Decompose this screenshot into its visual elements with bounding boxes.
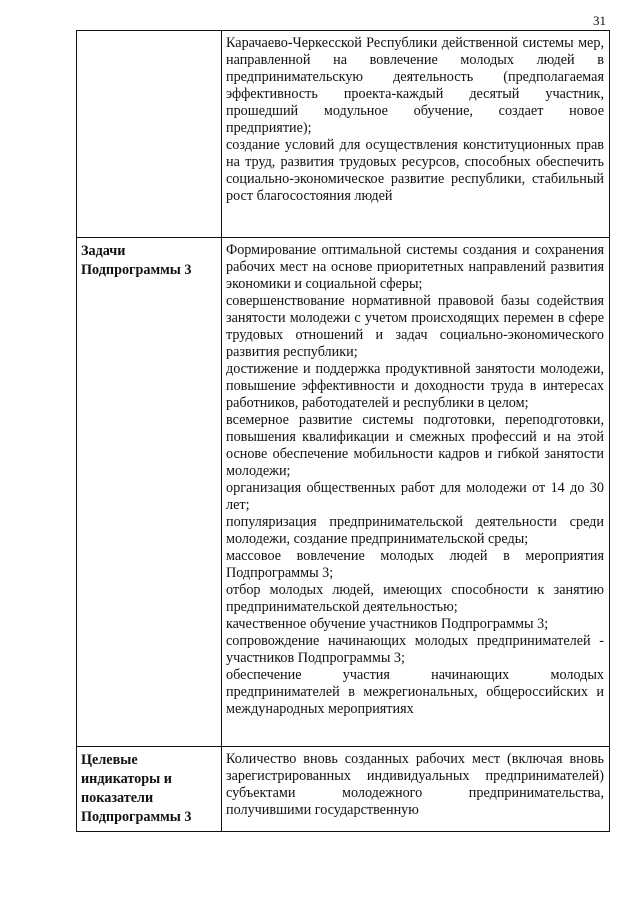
table-row-goals-continued — [77, 31, 610, 238]
page-number: 31 — [593, 13, 606, 28]
paragraph: организация общественных работ для молодежи от 14 до 30 лет; — [226, 480, 604, 513]
paragraph: всемерное развитие системы подготовки, переподготовки, повышения квалификации и смежных профессий и на этой основе обеспечение мобильности кадров и гибкой занятости молодежи; — [226, 412, 604, 479]
paragraph: совершенствование нормативной правовой базы содействия занятости молодежи с учетом происходящих перемен в сфере трудовых отношений и задач социально-экономического развития республики; — [226, 293, 604, 360]
paragraph: Формирование оптимальной системы создания и сохранения рабочих мест на основе приоритетных направлений развития экономики и социальной сферы; — [226, 242, 604, 292]
row-label-cell — [77, 31, 222, 238]
paragraph: достижение и поддержка продуктивной занятости молодежи, повышение эффективности и доходности труда в интересах работников, работодателей и республики в целом; — [226, 361, 604, 411]
row-label-line: Целевые — [81, 752, 138, 768]
row-label-line: показатели — [81, 790, 154, 806]
paragraph: отбор молодых людей, имеющих способности к занятию предпринимательской деятельностью; — [226, 582, 604, 615]
row-content-cell — [222, 747, 610, 832]
paragraph: Карачаево-Черкесской Республики действенной системы мер, направленной на вовлечение молодых людей в предпринимательскую деятельность (предполагаемая эффективность проекта-каждый десятый участник, прошедший модульное обучение, создает новое предприятие); — [226, 35, 604, 136]
table-row-tasks — [77, 238, 610, 747]
paragraph: сопровождение начинающих молодых предпринимателей - участников Подпрограммы 3; — [226, 633, 604, 666]
row-content-cell — [222, 31, 610, 238]
paragraph: создание условий для осуществления конституционных прав на труд, развития трудовых ресурсов, способных обеспечить социально-экономическое развитие республики, стабильный рост благосостояния людей — [226, 137, 604, 204]
paragraph: популяризация предпринимательской деятельности среди молодежи, создание предпринимательской среды; — [226, 514, 604, 547]
program-passport-table — [76, 30, 610, 832]
paragraph: качественное обучение участников Подпрограммы 3; — [226, 616, 549, 632]
paragraph: Количество вновь созданных рабочих мест (включая вновь зарегистрированных индивидуальных предпринимателей) субъектами молодежного предпринимательства, получившими государственную — [226, 751, 604, 818]
row-label-line: индикаторы и — [81, 771, 172, 787]
paragraph: массовое вовлечение молодых людей в мероприятия Подпрограммы 3; — [226, 548, 604, 581]
table-row-indicators — [77, 747, 610, 832]
row-label-cell — [77, 747, 222, 832]
row-label-line: Подпрограммы 3 — [81, 262, 192, 278]
row-label-cell — [77, 238, 222, 747]
row-label-line: Задачи — [81, 243, 126, 259]
row-label-line: Подпрограммы 3 — [81, 809, 192, 825]
paragraph: обеспечение участия начинающих молодых предпринимателей в межрегиональных, общероссийских и международных мероприятиях — [226, 667, 604, 717]
row-content-cell — [222, 238, 610, 747]
